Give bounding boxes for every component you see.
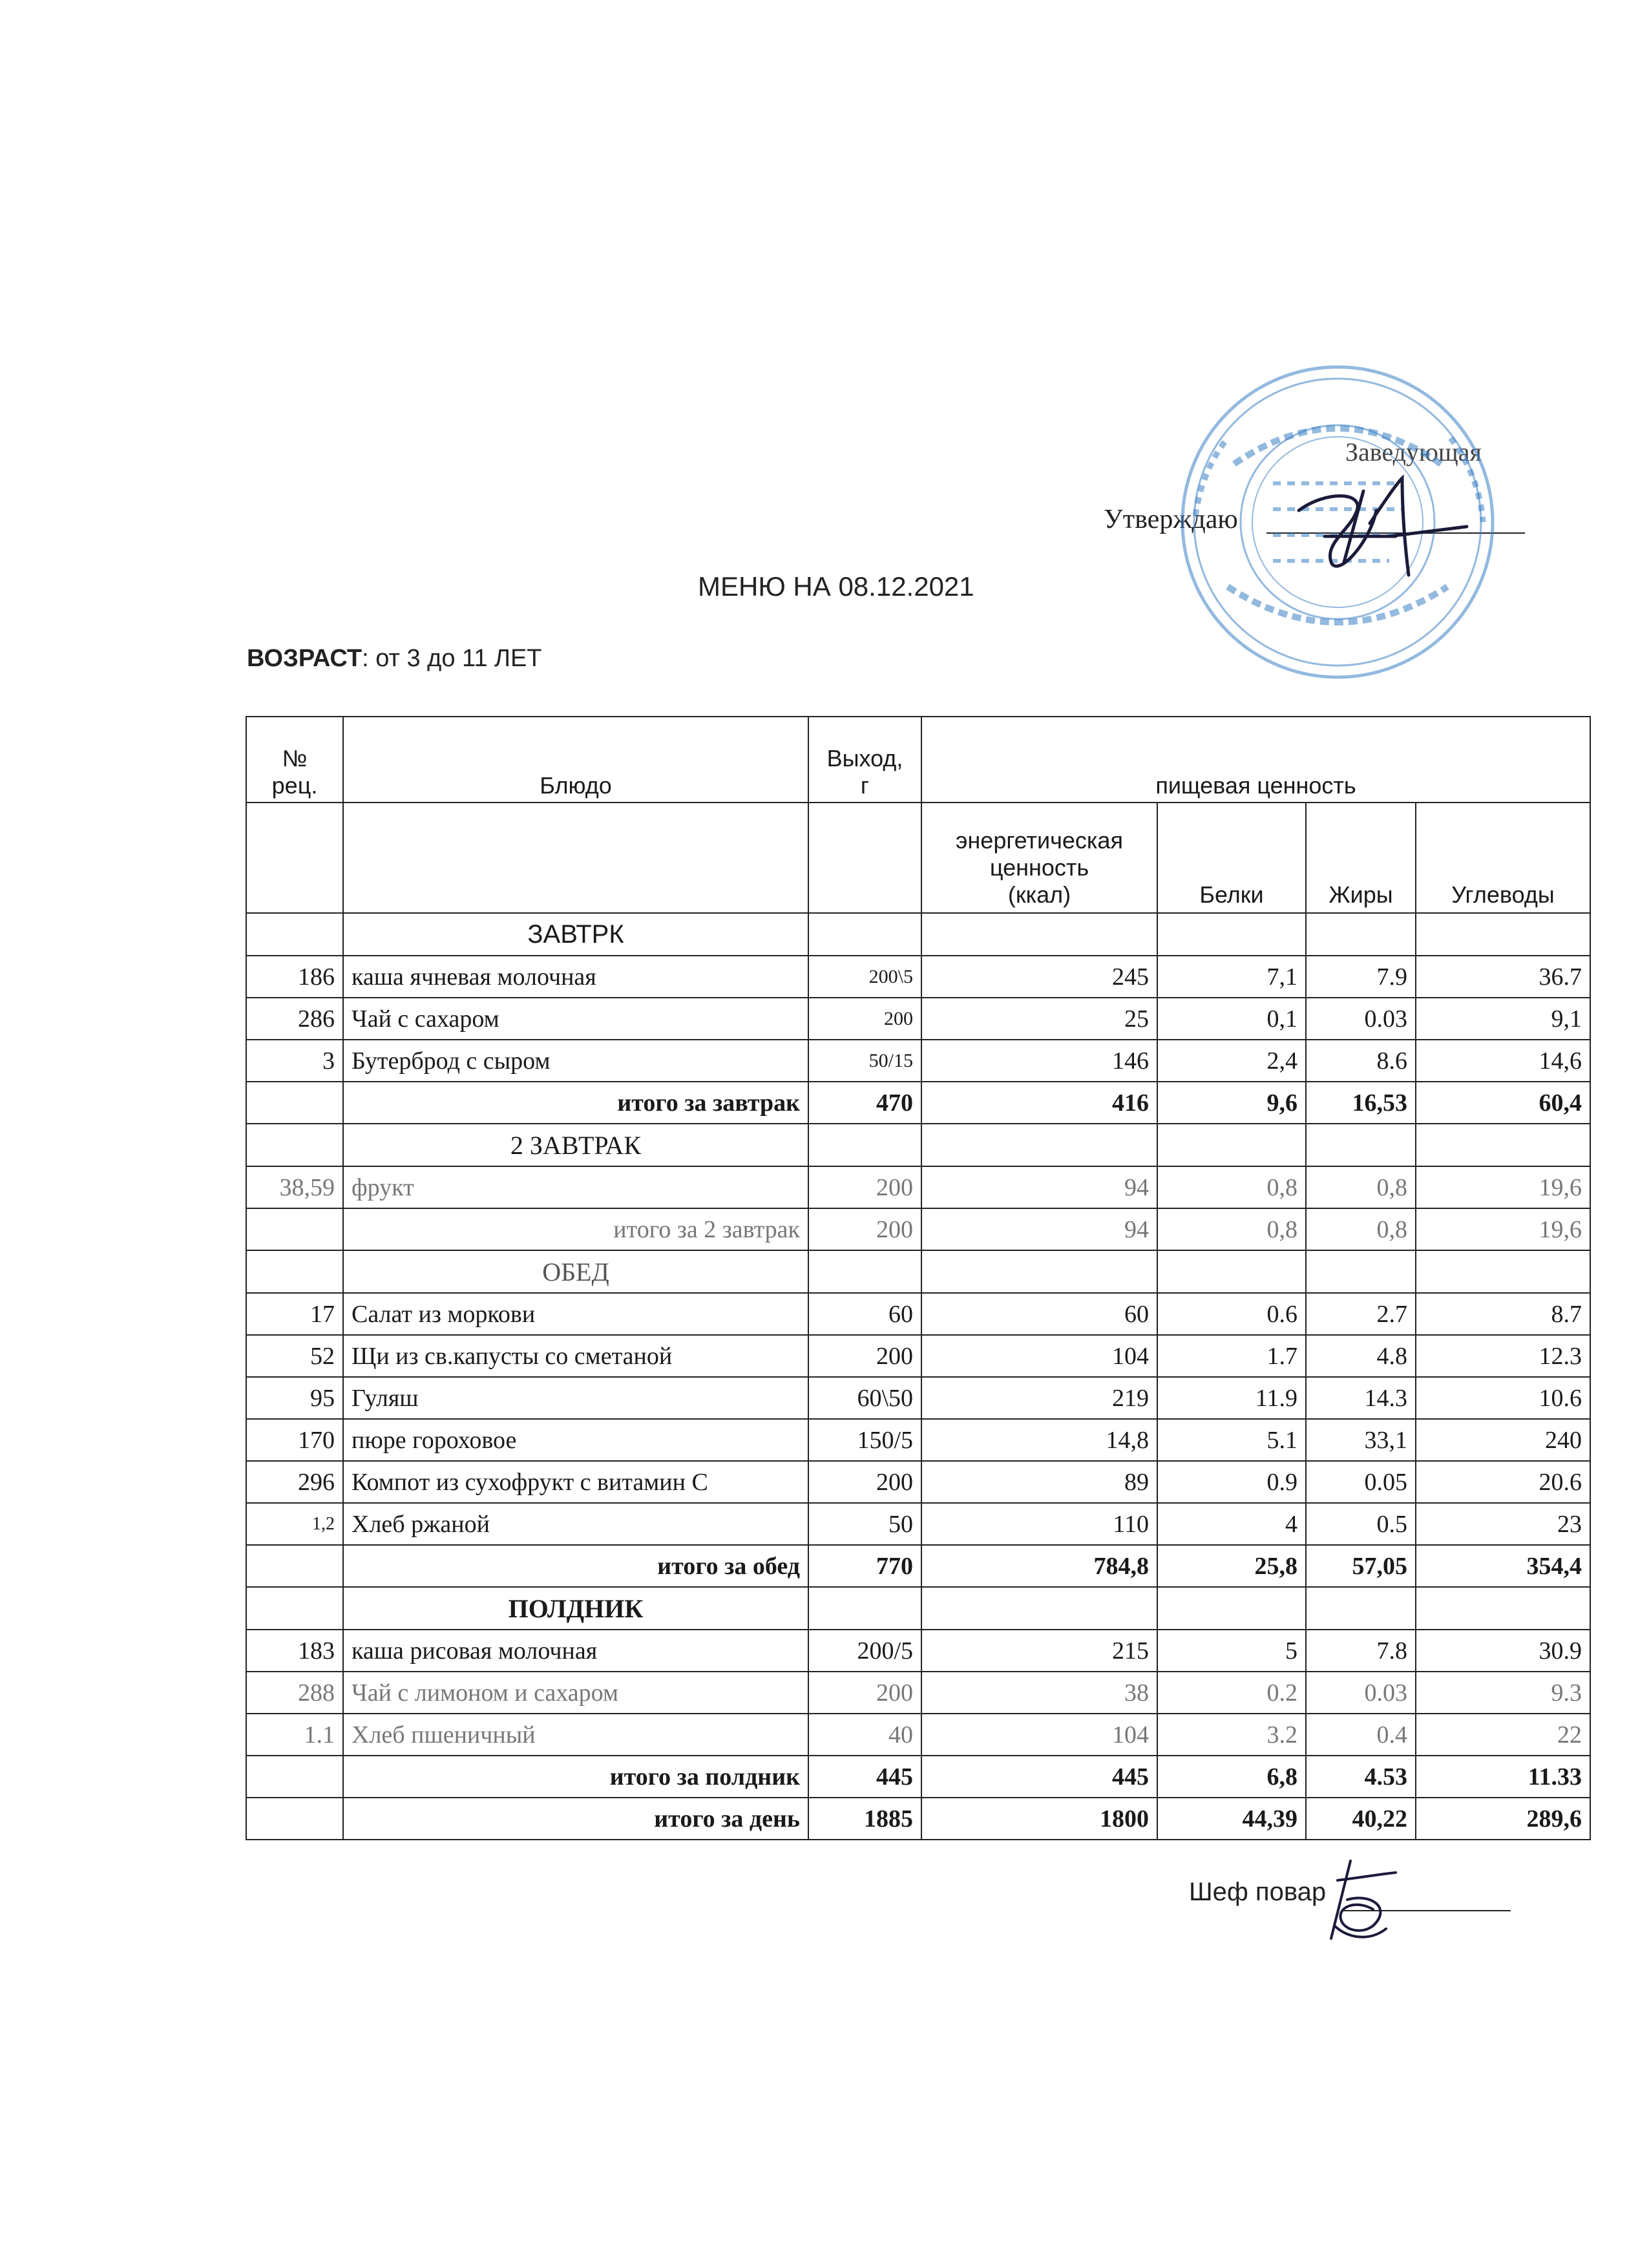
age-label: ВОЗРАСТ — [247, 645, 362, 672]
age-value: : от 3 до 11 ЛЕТ — [362, 645, 542, 672]
total-row-snack: итого за полдник 445 445 6,8 4.53 11.33 — [246, 1756, 1590, 1798]
table-row: 183 каша рисовая молочная 200/5 215 5 7.8 30.9 — [246, 1630, 1590, 1672]
approve-label: Утверждаю — [1104, 505, 1238, 534]
section-row — [246, 1250, 1590, 1293]
section-row — [246, 913, 1590, 956]
section-title-breakfast2: 2 ЗАВТРАК — [343, 1124, 808, 1166]
total-row-lunch: итого за обед 770 784,8 25,8 57,05 354,4 — [246, 1545, 1590, 1587]
table-row: 1.1 Хлеб пшеничный 40 104 3.2 0.4 22 — [246, 1714, 1590, 1756]
table-row: 52 Щи из св.капусты со сметаной 200 104 1.7 4.8 12.3 — [246, 1335, 1590, 1377]
section-title-lunch: ОБЕД — [343, 1250, 808, 1293]
protein-header: Белки — [1157, 803, 1306, 913]
dish-header: Блюдо — [343, 717, 808, 803]
recipe-number-header: № рец. — [246, 717, 343, 803]
page-title: МЕНЮ НА 08.12.2021 — [698, 571, 974, 602]
carbs-header: Углеводы — [1416, 803, 1590, 913]
total-row-breakfast: итого за завтрак 470 416 9,6 16,53 60,4 — [246, 1082, 1590, 1124]
menu-table — [246, 716, 1591, 1840]
table-row: 1,2 Хлеб ржаной 50 110 4 0.5 23 — [246, 1503, 1590, 1545]
table-row: 95 Гуляш 60\50 219 11.9 14.3 10.6 — [246, 1377, 1590, 1419]
yield-header: Выход, г — [808, 717, 921, 803]
table-row: 186 каша ячневая молочная 200\5 245 7,1 7.9 36.7 — [246, 956, 1590, 998]
fat-header: Жиры — [1306, 803, 1416, 913]
table-row: 38,59 фрукт 200 94 0,8 0,8 19,6 — [246, 1166, 1590, 1208]
section-title-breakfast: ЗАВТРК — [343, 913, 808, 956]
energy-header: энергетическая ценность (ккал) — [921, 803, 1157, 913]
table-row: 296 Компот из сухофрукт с витамин С 200 89 0.9 0.05 20.6 — [246, 1461, 1590, 1503]
table-row: 170 пюре гороховое 150/5 14,8 5.1 33,1 240 — [246, 1419, 1590, 1461]
section-row — [246, 1124, 1590, 1166]
age-range — [247, 645, 542, 673]
table-row: 288 Чай с лимоном и сахаром 200 38 0.2 0.03 9.3 — [246, 1672, 1590, 1714]
section-row — [246, 1587, 1590, 1630]
director-signature-icon — [1286, 465, 1480, 594]
table-row: 286 Чай с сахаром 200 25 0,1 0.03 9,1 — [246, 998, 1590, 1040]
table-header-row — [246, 717, 1590, 803]
nutrition-header: пищевая ценность — [921, 717, 1590, 803]
chef-signature-icon — [1312, 1854, 1409, 1951]
table-subheader-row — [246, 803, 1590, 913]
table-row: 17 Салат из моркови 60 60 0.6 2.7 8.7 — [246, 1293, 1590, 1335]
chef-label: Шеф повар — [1189, 1878, 1327, 1906]
table-row: 3 Бутерброд с сыром 50/15 146 2,4 8.6 14,6 — [246, 1040, 1590, 1082]
total-row-breakfast2: итого за 2 завтрак 200 94 0,8 0,8 19,6 — [246, 1208, 1590, 1250]
total-row-day: итого за день 1885 1800 44,39 40,22 289,6 — [246, 1798, 1590, 1840]
approver-title: Заведующая — [1345, 437, 1482, 467]
section-title-snack: ПОЛДНИК — [343, 1587, 808, 1630]
